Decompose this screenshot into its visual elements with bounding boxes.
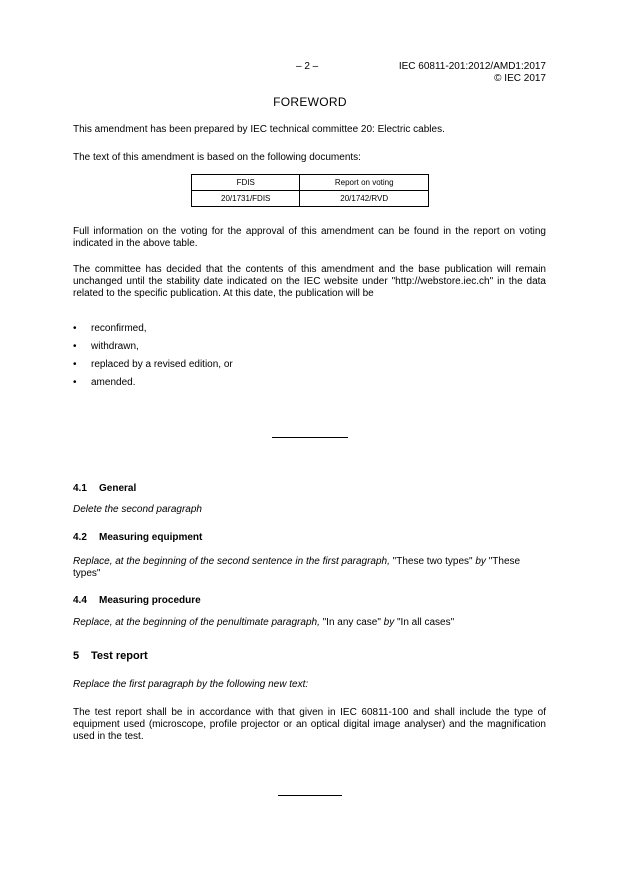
- copyright: © IEC 2017: [494, 73, 546, 84]
- section-5-number: 5: [73, 650, 80, 662]
- section-5-instruction: Replace the first paragraph by the following new text:: [73, 679, 309, 690]
- foreword-para-committee-decision: The committee has decided that the contents of this amendment and the base publication will remain unchanged until the stability date indicated on the IEC website under "http://webstore.iec.ch" in the data related to the specific publication. At this date, the publication will be: [73, 264, 546, 299]
- page-number: – 2 –: [296, 61, 319, 72]
- voting-table: [191, 174, 429, 207]
- table-header-report: Report on voting: [300, 175, 429, 191]
- section-4-2-instruction: Replace, at the beginning of the second sentence in the first paragraph,: [73, 556, 390, 567]
- foreword-para-voting-info: Full information on the voting for the approval of this amendment can be found in the report on voting indicated in the above table.: [73, 226, 546, 249]
- table-header-fdis: FDIS: [192, 175, 300, 191]
- bullet-replaced: replaced by a revised edition, or: [91, 359, 233, 370]
- section-4-4-number: 4.4: [73, 595, 87, 606]
- section-4-2-text: [73, 556, 546, 580]
- section-4-2-title: Measuring equipment: [99, 532, 203, 543]
- table-cell-fdis: 20/1731/FDIS: [192, 191, 300, 207]
- section-4-4-instruction: Replace, at the beginning of the penultimate paragraph,: [73, 617, 320, 628]
- section-5-text: The test report shall be in accordance with that given in IEC 60811-100 and shall include the type of equipment used (microscope, profile projector or an optical digital image analyser) and the magnification used in the test.: [73, 707, 546, 742]
- section-4-4-new-text: "In all cases": [397, 617, 455, 628]
- section-4-2-new-text: "These types": [73, 556, 521, 579]
- bullet-amended: amended.: [91, 377, 136, 388]
- section-5-title: Test report: [91, 650, 148, 662]
- bullet-marker: •: [73, 341, 77, 352]
- section-4-1-title: General: [99, 483, 137, 494]
- section-4-2-by: by: [475, 556, 486, 567]
- section-4-4-title: Measuring procedure: [99, 595, 201, 606]
- bullet-marker: •: [73, 323, 77, 334]
- bullet-marker: •: [73, 377, 77, 388]
- section-4-1-number: 4.1: [73, 483, 87, 494]
- separator-rule: [272, 437, 348, 438]
- document-id: IEC 60811-201:2012/AMD1:2017: [398, 61, 546, 72]
- section-4-4-by: by: [383, 617, 395, 628]
- foreword-para-based-on: The text of this amendment is based on the following documents:: [73, 152, 361, 163]
- bullet-reconfirmed: reconfirmed,: [91, 323, 147, 334]
- table-cell-rvd: 20/1742/RVD: [300, 191, 429, 207]
- section-4-2-number: 4.2: [73, 532, 87, 543]
- section-4-2-old-text: "These two types": [392, 556, 473, 567]
- bullet-marker: •: [73, 359, 77, 370]
- foreword-title: FOREWORD: [273, 95, 347, 109]
- table-row: [192, 191, 429, 207]
- section-4-4-old-text: "In any case": [322, 617, 381, 628]
- end-rule: [278, 795, 342, 796]
- foreword-para-committee: This amendment has been prepared by IEC technical committee 20: Electric cables.: [73, 124, 445, 135]
- bullet-withdrawn: withdrawn,: [91, 341, 139, 352]
- table-header-row: [192, 175, 429, 191]
- section-4-4-text: [73, 617, 553, 629]
- section-4-1-text: Delete the second paragraph: [73, 504, 202, 515]
